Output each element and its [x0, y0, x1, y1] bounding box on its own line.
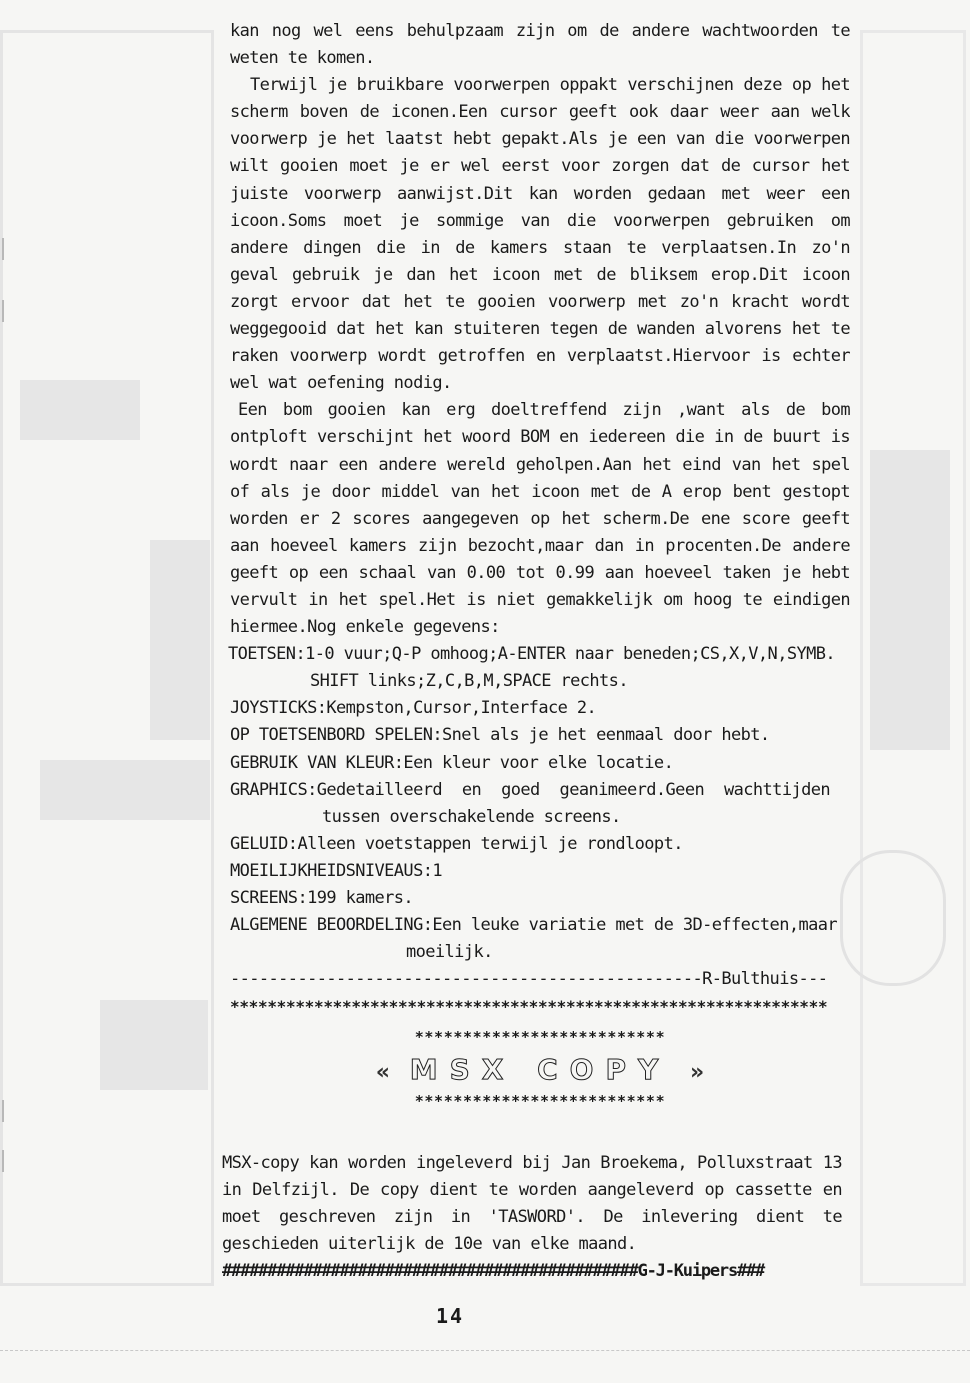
text-line: scherm boven de iconen.Een cursor geeft ook daar weer aan welk	[230, 102, 850, 123]
text-line: raken voorwerp wordt getroffen en verplaatst.Hiervoor is echter	[230, 346, 850, 367]
text-line: aan hoeveel kamers zijn bezocht,maar dan in procenten.De andere	[230, 535, 850, 556]
text-line: in Delfzijl. De copy dient te worden aangeleverd op cassette en	[222, 1180, 842, 1201]
msx-copy-title: MSX COPY	[409, 1052, 671, 1086]
text-line: Een bom gooien kan erg doeltreffend zijn ,want als de bom	[238, 400, 850, 421]
spec-rating-cont: moeilijk.	[406, 942, 493, 963]
show-through-block	[150, 540, 210, 740]
text-line: juiste voorwerp aanwijst.Dit kan worden gedaan met weer een	[230, 183, 850, 204]
text-line: hiermee.Nog enkele gegevens:	[230, 617, 500, 638]
spec-graphics: GRAPHICS:Gedetailleerd en goed geanimeerd.Geen wachttijden	[230, 779, 830, 800]
text-line: wilt gooien moet je er wel eerst voor zorgen dat de cursor het	[230, 156, 850, 177]
text-line: icoon.Soms moet je sommige van die voorwerpen gebruiken om	[230, 210, 850, 231]
spec-graphics-cont: tussen overschakelende screens.	[322, 806, 621, 827]
signature-rule: -------------------------------------------------R-Bulthuis---	[230, 969, 828, 990]
text-line: MSX-copy kan worden ingeleverd bij Jan Broekema, Polluxstraat 13	[222, 1153, 842, 1173]
msx-copy-notice	[222, 1150, 842, 1285]
binding-mark	[2, 1150, 12, 1172]
show-through-block	[870, 450, 950, 750]
show-through-block	[100, 1000, 208, 1090]
text-line: weggegooid dat het kan stuiteren tegen de wanden alvorens het te	[230, 319, 850, 340]
show-through-stamp	[840, 850, 946, 986]
text-line: vervult in het spel.Het is niet gemakkelijk om hoog te eindigen	[230, 589, 850, 610]
text-line: geschieden uiterlijk de 10e van elke maand.	[222, 1234, 637, 1255]
page-number: 14	[436, 1304, 465, 1328]
spec-sound: GELUID:Alleen voetstappen terwijl je rondloopt.	[230, 833, 683, 854]
guillemet-close: »	[690, 1059, 705, 1085]
signature-rule: ##############################################G-J-Kuipers###	[222, 1261, 765, 1282]
spec-difficulty: MOEILIJKHEIDSNIVEAUS:1	[230, 860, 442, 881]
text-line: geval gebruik je dan het icoon met de bliksem erop.Dit icoon	[230, 264, 850, 285]
binding-mark	[2, 300, 12, 322]
text-line: moet geschreven zijn in 'TASWORD'. De inlevering dient te	[222, 1207, 842, 1228]
text-line: of als je door middel van het icoon met de A erop bent gestopt	[230, 481, 850, 502]
text-line: geeft op een schaal van 0.00 tot 0.99 aan hoeveel taken je hebt	[230, 562, 850, 583]
spec-screens: SCREENS:199 kamers.	[230, 888, 414, 908]
footer-rule	[0, 1350, 970, 1352]
guillemet-open: «	[375, 1059, 390, 1085]
msx-stars-bottom: **************************	[414, 1091, 666, 1110]
msx-stars-top: **************************	[414, 1028, 666, 1047]
spec-keys-cont: SHIFT links;Z,C,B,M,SPACE rechts.	[310, 671, 628, 692]
text-line: worden er 2 scores aangegeven op het scherm.De ene score geeft	[230, 508, 850, 529]
msx-copy-heading	[230, 1052, 850, 1088]
spec-rating: ALGEMENE BEOORDELING:Een leuke variatie met de 3D-effecten,maar	[230, 915, 837, 936]
show-through-block	[40, 760, 210, 820]
text-line: voorwerp je het laatst hebt gepakt.Als je een van die voorwerpen	[230, 129, 850, 150]
text-line: wordt naar een andere wereld geholpen.Aan het eind van het spel	[230, 454, 850, 475]
binding-mark	[2, 238, 12, 260]
text-line: kan nog wel eens behulpzaam zijn om de andere wachtwoorden te	[230, 21, 850, 41]
text-line: Terwijl je bruikbare voorwerpen oppakt verschijnen deze op het	[250, 75, 850, 96]
text-line: weten te komen.	[230, 48, 375, 69]
show-through-block	[20, 380, 140, 440]
article-body	[230, 18, 850, 1115]
spec-colour: GEBRUIK VAN KLEUR:Een kleur voor elke locatie.	[230, 752, 674, 773]
text-line: andere dingen die in de kamers staan te verplaatsen.In zo'n	[230, 237, 850, 258]
spec-joysticks: JOYSTICKS:Kempston,Cursor,Interface 2.	[230, 698, 597, 719]
text-line: wel wat oefening nodig.	[230, 373, 452, 394]
text-line: zorgt ervoor dat het te gooien voorwerp met zo'n kracht wordt	[230, 291, 850, 312]
spec-keyboard-play: OP TOETSENBORD SPELEN:Snel als je het eenmaal door hebt.	[230, 725, 770, 746]
text-line: ontploft verschijnt het woord BOM en iedereen die in de buurt is	[230, 427, 850, 448]
spec-keys: TOETSEN:1-0 vuur;Q-P omhoog;A-ENTER naar beneden;CS,X,V,N,SYMB.	[228, 644, 835, 665]
star-divider: ****************************************************************	[230, 997, 828, 1017]
binding-mark	[2, 1100, 12, 1122]
